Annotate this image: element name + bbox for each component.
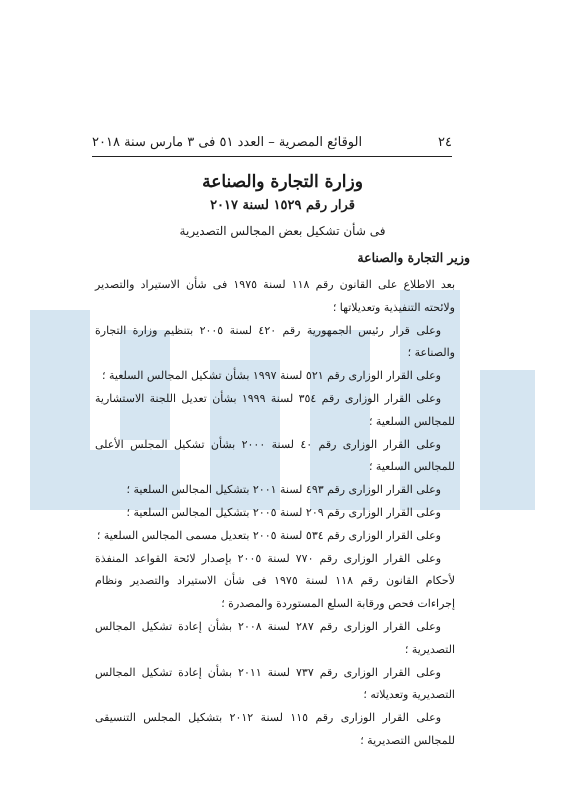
preamble-paragraph: وعلى القرار الوزارى رقم ٣٥٤ لسنة ١٩٩٩ بشأن تعديل اللجنة الاستشارية للمجالس السلعية ؛ <box>95 391 455 428</box>
decree-subject: فى شأن تشكيل بعض المجالس التصديرية <box>179 224 386 238</box>
header-divider <box>92 156 452 157</box>
publication-line: الوقائع المصرية – العدد ٥١ فى ٣ مارس سنة ٢٠١٨ <box>92 134 363 150</box>
preamble-body <box>95 274 455 753</box>
page-number: ٢٤ <box>438 134 452 150</box>
preamble-paragraph: وعلى القرار الوزارى رقم ٥٣٤ لسنة ٢٠٠٥ بتعديل مسمى المجالس السلعية ؛ <box>96 528 441 542</box>
issuer-heading: وزير التجارة والصناعة <box>357 250 470 265</box>
preamble-paragraph: وعلى القرار الوزارى رقم ١١٥ لسنة ٢٠١٢ بتشكيل المجلس التنسيقى للمجالس التصديرية ؛ <box>95 711 455 747</box>
preamble-paragraph: وعلى القرار الوزارى رقم ٥٢١ لسنة ١٩٩٧ بشأن تشكيل المجالس السلعية ؛ <box>102 369 441 383</box>
ministry-title: وزارة التجارة والصناعة <box>202 172 363 192</box>
preamble-paragraph: وعلى القرار الوزارى رقم ٤٠ لسنة ٢٠٠٠ بشأن تشكيل المجلس الأعلى للمجالس السلعية ؛ <box>95 437 455 474</box>
preamble-paragraph: وعلى القرار الوزارى رقم ٢٨٧ لسنة ٢٠٠٨ بشأن إعادة تشكيل المجالس التصديرية ؛ <box>95 619 455 656</box>
preamble-paragraph: بعد الاطلاع على القانون رقم ١١٨ لسنة ١٩٧٥ فى شأن الاستيراد والتصدير ولائحته التنفيذية وتعديلاتها ؛ <box>95 278 456 314</box>
preamble-paragraph: وعلى القرار الوزارى رقم ٧٣٧ لسنة ٢٠١١ بشأن إعادة تشكيل المجالس التصديرية وتعديلاته ؛ <box>95 665 455 702</box>
preamble-paragraph: وعلى القرار الوزارى رقم ٢٠٩ لسنة ٢٠٠٥ بتشكيل المجالس السلعية ؛ <box>126 505 441 519</box>
preamble-paragraph: وعلى قرار رئيس الجمهورية رقم ٤٢٠ لسنة ٢٠٠٥ بتنظيم وزارة التجارة والصناعة ؛ <box>95 323 455 360</box>
preamble-paragraph: وعلى القرار الوزارى رقم ٤٩٣ لسنة ٢٠٠١ بتشكيل المجالس السلعية ؛ <box>126 483 441 497</box>
preamble-paragraph: وعلى القرار الوزارى رقم ٧٧٠ لسنة ٢٠٠٥ بإصدار لائحة القواعد المنفذة لأحكام القانون رقم ١١٨ لسنة ١٩٧٥ فى شأن الاستيراد والتصدير ونظام إجراءات فحص ورقابة السلع المستوردة والمصدرة ؛ <box>95 551 455 611</box>
decree-title: قرار رقم ١٥٢٩ لسنة ٢٠١٧ <box>210 198 355 213</box>
page-header <box>92 133 452 151</box>
